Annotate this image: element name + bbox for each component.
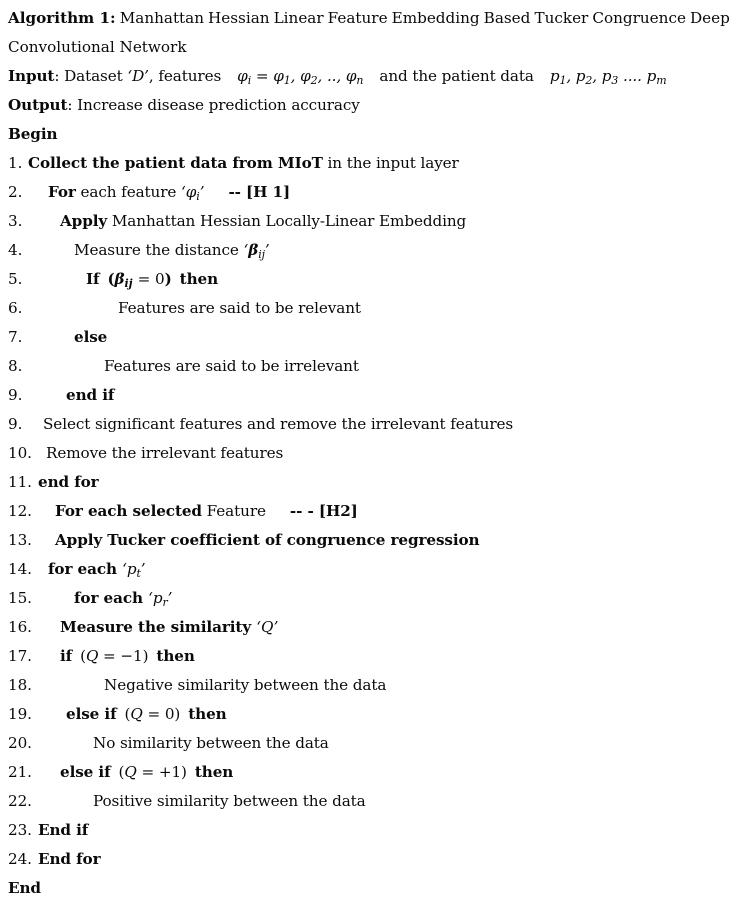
step-line-11: [8, 468, 730, 497]
step-math-16: ‘Q’: [256, 618, 279, 636]
input-line: [8, 62, 730, 91]
step-text-plain-2: each feature: [75, 183, 182, 201]
step-line-12: [8, 497, 730, 526]
step-number-4: 4.: [8, 241, 23, 259]
step-text-plain-10: Remove the irrelevant features: [46, 444, 284, 462]
algorithm-title-line-2: Convolutional Network: [8, 38, 187, 56]
step-number-20: 20.: [8, 734, 32, 752]
step-math-19: (Q = 0): [124, 705, 181, 723]
title-word-1: Hessian: [208, 9, 270, 27]
step-text-bold-11: end for: [38, 473, 99, 491]
step-math-14: ‘$p_t$’: [122, 560, 146, 581]
input-patients-math: $p_1$, $p_2$, $p_3$ .... $p_m$: [549, 67, 667, 88]
algorithm-label: Algorithm 1:: [8, 9, 116, 27]
step-line-21: [8, 758, 730, 787]
step-number-18: 18.: [8, 676, 32, 694]
step-text-plain-22: Positive similarity between the data: [93, 792, 366, 810]
step-text-plain-6: Features are said to be relevant: [118, 299, 361, 317]
step-number-3: 3.: [8, 212, 23, 230]
step-line-6: [8, 294, 730, 323]
step-number-15: 15.: [8, 589, 32, 607]
title-word-3: Feature: [327, 9, 388, 27]
step-text-bold-12: For each selected: [55, 502, 202, 520]
step-text-bold-13: Apply Tucker coefficient of congruence regression: [55, 531, 480, 549]
step-line-17: [8, 642, 730, 671]
input-text-c: and the patient data: [379, 67, 534, 85]
step-text-bold-19: else if: [66, 705, 117, 723]
algorithm-title: [8, 4, 730, 62]
step-text-bold-2: For: [48, 183, 76, 201]
step-text-bold-21: else if: [60, 763, 111, 781]
step-number-8: 8.: [8, 357, 23, 375]
step-number-10: 10.: [8, 444, 32, 462]
step-line-10: [8, 439, 730, 468]
input-text-b: , features: [148, 67, 222, 85]
step-number-7: 7.: [8, 328, 23, 346]
step-text-plain-4: Measure the distance: [74, 241, 244, 259]
step-text-bold-19b: then: [188, 705, 227, 723]
step-line-16: [8, 613, 730, 642]
step-line-3: [8, 207, 730, 236]
input-features-math: $\varphi_i = \varphi_1$, $\varphi_2$, .., $\varphi_n$: [237, 67, 364, 88]
title-word-7: Congruence: [592, 9, 686, 27]
step-number-13: 13.: [8, 531, 32, 549]
step-line-7: [8, 323, 730, 352]
step-line-23: [8, 816, 730, 845]
title-word-0: Manhattan: [119, 9, 204, 27]
title-word-5: Based: [483, 9, 531, 27]
title-word-2: Linear: [273, 9, 324, 27]
step-number-11: 11.: [8, 473, 32, 491]
end-keyword: End: [8, 879, 41, 897]
step-line-14: [8, 555, 730, 584]
step-text-bold-14: for each: [48, 560, 123, 578]
step-line-15: [8, 584, 730, 613]
step-text-bold-16: Measure the similarity: [60, 618, 257, 636]
step-text-bold-3: Apply: [60, 212, 108, 230]
step-line-22: [8, 787, 730, 816]
step-math-21: (Q = +1): [118, 763, 187, 781]
step-text-bold-15: for each: [74, 589, 149, 607]
step-line-5: [8, 265, 730, 294]
step-text-bold-1: Collect the patient data from MIoT: [28, 154, 323, 172]
step-line-20: [8, 729, 730, 758]
step-line-4: [8, 236, 730, 265]
step-line-9: [8, 381, 730, 410]
step-number-21: 21.: [8, 763, 32, 781]
step-text-plain-9b: Select significant features and remove the irrelevant features: [43, 415, 514, 433]
step-text-bold-24: End for: [38, 850, 101, 868]
step-text-bold-9: end if: [66, 386, 115, 404]
step-text-plain-1: in the input layer: [322, 154, 459, 172]
input-text-a: : Dataset: [54, 67, 128, 85]
step-number-2: 2.: [8, 183, 23, 201]
step-text-bold-17b: then: [156, 647, 195, 665]
output-label: Output: [8, 96, 68, 114]
step-text-bold-21b: then: [194, 763, 234, 781]
step-number-17: 17.: [8, 647, 32, 665]
input-dataset: ‘D’: [127, 67, 149, 85]
step-math-5: $(\beta_{ij} = 0)$: [107, 270, 172, 291]
step-number-23: 23.: [8, 821, 32, 839]
step-text-bold-17: if: [60, 647, 73, 665]
step-text-plain-12: Feature: [201, 502, 266, 520]
step-line-2: [8, 178, 730, 207]
step-text-plain-18: Negative similarity between the data: [104, 676, 387, 694]
step-number-9b: 9.: [8, 415, 23, 433]
step-line-13: [8, 526, 730, 555]
output-line: [8, 91, 730, 120]
step-line-1: [8, 149, 730, 178]
step-text-bold-5: If: [86, 270, 100, 288]
step-number-6: 6.: [8, 299, 23, 317]
step-line-19: [8, 700, 730, 729]
step-math-4: ‘$\beta_{ij}$’: [243, 241, 270, 262]
step-text-bold-23: End if: [38, 821, 89, 839]
step-text-bold-5b: then: [179, 270, 219, 288]
step-text-bold-7: else: [74, 328, 108, 346]
step-text-plain-3: Manhattan Hessian Locally-Linear Embedding: [107, 212, 467, 230]
step-text-plain-20: No similarity between the data: [93, 734, 329, 752]
step-number-1: 1.: [8, 154, 23, 172]
step-number-14: 14.: [8, 560, 32, 578]
input-label: Input: [8, 67, 55, 85]
step-number-16: 16.: [8, 618, 32, 636]
title-word-8: Deep: [690, 9, 730, 27]
title-word-6: Tucker: [534, 9, 589, 27]
step-number-19: 19.: [8, 705, 32, 723]
step-number-12: 12.: [8, 502, 32, 520]
step-text-plain-8: Features are said to be irrelevant: [104, 357, 359, 375]
algorithm-title-line-1: [8, 4, 730, 33]
step-marker-12: -- - [H2]: [289, 502, 358, 520]
step-math-2: ‘$\varphi_i$’: [181, 183, 205, 204]
step-math-15: ‘$p_r$’: [148, 589, 173, 610]
step-line-9b: [8, 410, 730, 439]
output-text: : Increase disease prediction accuracy: [67, 96, 360, 114]
step-marker-2: -- [H 1]: [228, 183, 291, 201]
step-number-24: 24.: [8, 850, 32, 868]
step-number-5: 5.: [8, 270, 23, 288]
step-line-24: [8, 845, 730, 874]
step-number-9: 9.: [8, 386, 23, 404]
step-line-8: [8, 352, 730, 381]
step-math-17: (Q = −1): [80, 647, 149, 665]
step-line-18: [8, 671, 730, 700]
begin-keyword: Begin: [8, 125, 58, 143]
step-number-22: 22.: [8, 792, 32, 810]
title-word-4: Embedding: [391, 9, 480, 27]
